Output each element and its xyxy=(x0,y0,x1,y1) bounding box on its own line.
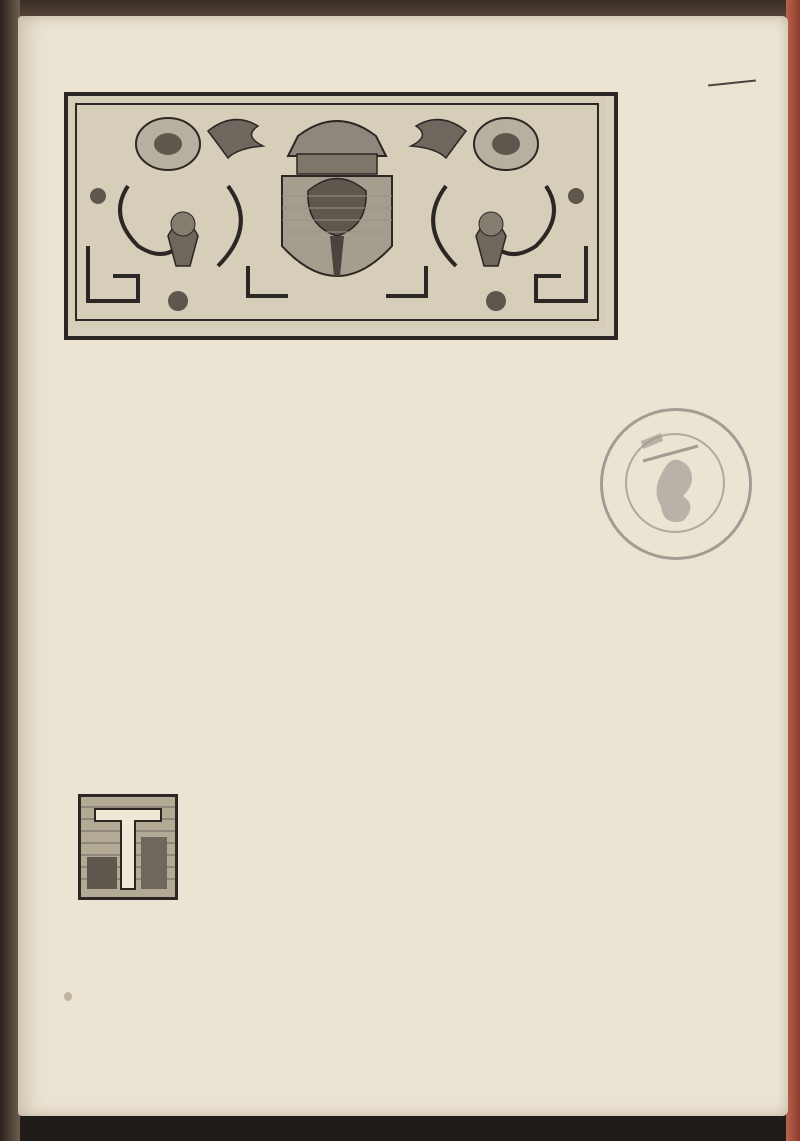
ink-spot xyxy=(64,992,72,1001)
book-page xyxy=(18,16,788,1116)
folio-underline xyxy=(708,79,756,86)
book-fore-edge-right xyxy=(786,0,800,1141)
library-stamp-emblem xyxy=(603,411,749,557)
decorated-initial-t xyxy=(78,794,178,900)
library-stamp xyxy=(600,408,752,560)
engraved-headpiece xyxy=(64,92,618,340)
book-spine-left xyxy=(0,0,20,1141)
initial-t-engraving xyxy=(81,797,175,897)
praeses-title xyxy=(180,705,194,730)
headpiece-engraving xyxy=(68,96,606,328)
